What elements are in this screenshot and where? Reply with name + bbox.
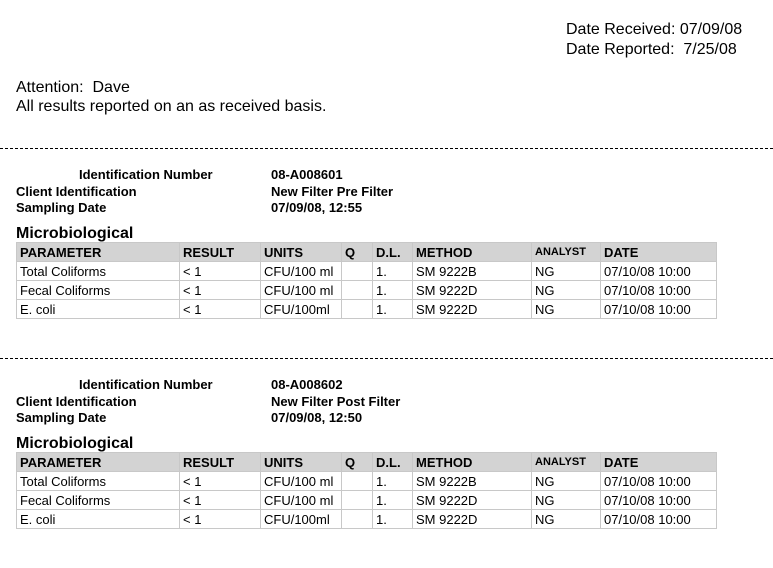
column-header-date: DATE [601, 453, 717, 472]
analyst-cell: NG [532, 262, 601, 281]
method-cell: SM 9222B [413, 262, 532, 281]
table-row [17, 300, 717, 319]
column-header-units: UNITS [261, 243, 342, 262]
identification-number-label: Identification Number [79, 167, 213, 182]
parameter-cell: Total Coliforms [17, 472, 180, 491]
q-cell [342, 472, 373, 491]
column-header-method: METHOD [413, 243, 532, 262]
q-cell [342, 262, 373, 281]
analyst-cell: NG [532, 510, 601, 529]
parameter-cell: E. coli [17, 300, 180, 319]
date-cell: 07/10/08 10:00 [601, 262, 717, 281]
method-cell: SM 9222D [413, 281, 532, 300]
sampling-date-value: 07/09/08, 12:50 [271, 410, 363, 425]
parameter-cell: E. coli [17, 510, 180, 529]
column-header-result: RESULT [180, 243, 261, 262]
method-cell: SM 9222D [413, 300, 532, 319]
result-cell: < 1 [180, 472, 261, 491]
section-divider [0, 358, 773, 359]
table-header-row [17, 243, 717, 262]
date-cell: 07/10/08 10:00 [601, 510, 717, 529]
analyst-cell: NG [532, 472, 601, 491]
date-cell: 07/10/08 10:00 [601, 491, 717, 510]
identification-number-label: Identification Number [79, 377, 213, 392]
units-cell: CFU/100 ml [261, 262, 342, 281]
column-header-q: Q [342, 453, 373, 472]
client-identification-value: New Filter Post Filter [271, 393, 401, 409]
dl-cell: 1. [373, 510, 413, 529]
column-header-analyst: ANALYST [532, 243, 601, 262]
parameter-cell: Fecal Coliforms [17, 491, 180, 510]
analyst-cell: NG [532, 300, 601, 319]
date-reported-row [566, 40, 742, 60]
analyst-cell: NG [532, 491, 601, 510]
units-cell: CFU/100 ml [261, 491, 342, 510]
dl-cell: 1. [373, 300, 413, 319]
dl-cell: 1. [373, 472, 413, 491]
sampling-date-label: Sampling Date [16, 410, 107, 425]
date-received-row [566, 20, 742, 40]
table-row [17, 262, 717, 281]
method-cell: SM 9222D [413, 491, 532, 510]
results-table [16, 242, 717, 319]
column-header-method: METHOD [413, 453, 532, 472]
table-row [17, 281, 717, 300]
attention-line: Attention: Dave [16, 79, 130, 96]
identification-number-value: 08-A008601 [271, 167, 343, 182]
date-reported-value: 7/25/08 [683, 41, 737, 58]
basis-note: All results reported on an as received basis. [16, 98, 327, 115]
q-cell [342, 491, 373, 510]
analyst-cell: NG [532, 281, 601, 300]
column-header-dl: D.L. [373, 453, 413, 472]
q-cell [342, 510, 373, 529]
date-received-value: 07/09/08 [679, 21, 743, 38]
column-header-parameter: PARAMETER [17, 453, 180, 472]
client-identification-value: New Filter Pre Filter [271, 183, 394, 199]
units-cell: CFU/100 ml [261, 472, 342, 491]
result-cell: < 1 [180, 281, 261, 300]
date-reported-label: Date Reported: [566, 41, 675, 58]
result-cell: < 1 [180, 510, 261, 529]
column-header-date: DATE [601, 243, 717, 262]
sample-identification [16, 377, 716, 427]
dl-cell: 1. [373, 491, 413, 510]
q-cell [342, 300, 373, 319]
result-cell: < 1 [180, 300, 261, 319]
column-header-q: Q [342, 243, 373, 262]
section-title: Microbiological [16, 225, 134, 242]
result-cell: < 1 [180, 491, 261, 510]
sampling-date-value: 07/09/08, 12:55 [271, 200, 363, 215]
dl-cell: 1. [373, 281, 413, 300]
units-cell: CFU/100ml [261, 510, 342, 529]
section-title: Microbiological [16, 435, 134, 452]
section-divider [0, 148, 773, 149]
column-header-units: UNITS [261, 453, 342, 472]
column-header-analyst: ANALYST [532, 453, 601, 472]
table-row [17, 472, 717, 491]
dl-cell: 1. [373, 262, 413, 281]
sample-block [0, 167, 773, 347]
table-row [17, 510, 717, 529]
parameter-cell: Total Coliforms [17, 262, 180, 281]
method-cell: SM 9222B [413, 472, 532, 491]
table-row [17, 491, 717, 510]
client-identification-label: Client Identification [16, 183, 137, 199]
q-cell [342, 281, 373, 300]
sampling-date-label: Sampling Date [16, 200, 107, 215]
column-header-dl: D.L. [373, 243, 413, 262]
units-cell: CFU/100ml [261, 300, 342, 319]
date-cell: 07/10/08 10:00 [601, 472, 717, 491]
attention-block [16, 78, 326, 116]
column-header-parameter: PARAMETER [17, 243, 180, 262]
units-cell: CFU/100 ml [261, 281, 342, 300]
result-cell: < 1 [180, 262, 261, 281]
sample-block [0, 377, 773, 557]
sample-identification [16, 167, 716, 217]
parameter-cell: Fecal Coliforms [17, 281, 180, 300]
identification-number-value: 08-A008602 [271, 377, 343, 392]
date-received-label: Date Received: [566, 21, 676, 38]
method-cell: SM 9222D [413, 510, 532, 529]
date-cell: 07/10/08 10:00 [601, 300, 717, 319]
results-table [16, 452, 717, 529]
client-identification-label: Client Identification [16, 393, 137, 409]
date-cell: 07/10/08 10:00 [601, 281, 717, 300]
table-header-row [17, 453, 717, 472]
column-header-result: RESULT [180, 453, 261, 472]
report-dates [566, 20, 742, 60]
